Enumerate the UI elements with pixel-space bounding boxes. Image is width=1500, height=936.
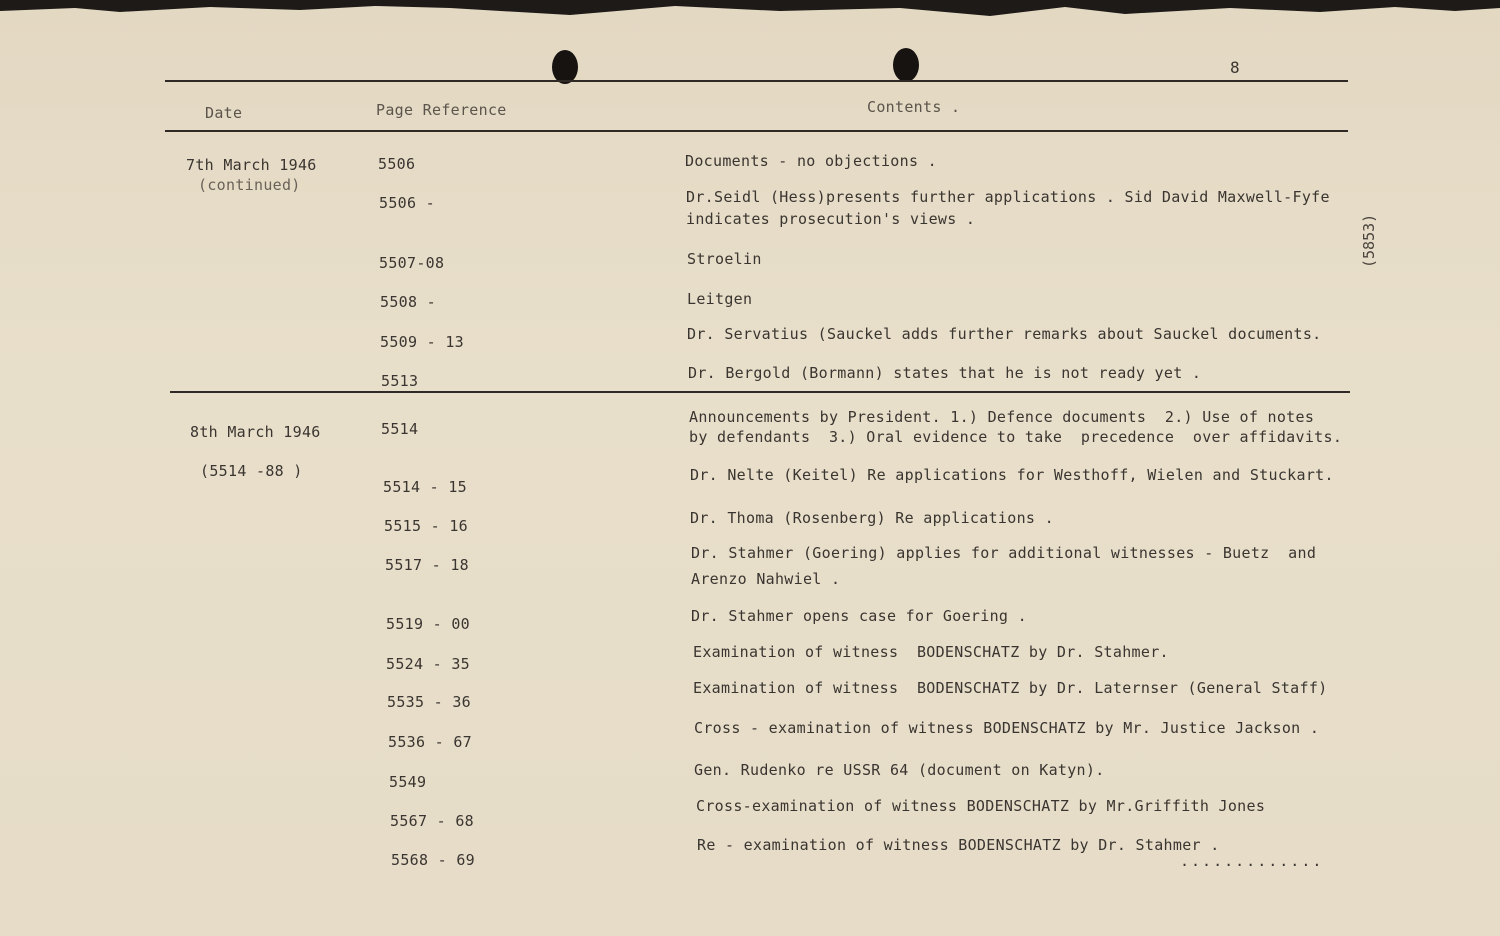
section2-range: (5514 -88 ) [200, 462, 303, 480]
section1-date-note: (continued) [198, 176, 301, 194]
ref-row-7: 5514 [381, 420, 419, 438]
ref-row-3: 5507-08 [379, 254, 445, 272]
content-row-3: Stroelin [687, 250, 762, 268]
section2-date: 8th March 1946 [190, 423, 321, 441]
ref-row-15: 5549 [389, 773, 427, 791]
ref-row-11: 5519 - 00 [386, 615, 470, 633]
column-header-contents: Contents . [867, 98, 961, 116]
content-row-10: Dr. Stahmer (Goering) applies for additional witnesses - Buetz and [691, 544, 1317, 562]
ref-row-2: 5506 - [379, 194, 435, 212]
content-row-2: Dr.Seidl (Hess)presents further applications . Sid David Maxwell-Fyfe [686, 188, 1330, 206]
content-row-12: Examination of witness BODENSCHATZ by Dr. Stahmer. [693, 643, 1169, 661]
torn-top-edge [0, 0, 1500, 20]
content-row-11: Dr. Stahmer opens case for Goering . [691, 607, 1027, 625]
ref-row-16: 5567 - 68 [390, 812, 474, 830]
ref-row-10: 5517 - 18 [385, 556, 469, 574]
ref-row-12: 5524 - 35 [386, 655, 470, 673]
ref-row-4: 5508 - [380, 293, 436, 311]
end-dots: ............. [1180, 852, 1324, 870]
content-row-4: Leitgen [687, 290, 753, 308]
section-divider-rule [170, 391, 1350, 393]
content-row-17: Re - examination of witness BODENSCHATZ by Dr. Stahmer . [697, 836, 1220, 854]
content-row-7: Announcements by President. 1.) Defence documents 2.) Use of notes [689, 408, 1315, 426]
content-row-2-line2: indicates prosecution's views . [686, 210, 976, 228]
content-row-9: Dr. Thoma (Rosenberg) Re applications . [690, 509, 1054, 527]
content-row-1: Documents - no objections . [685, 152, 937, 170]
content-row-14: Cross - examination of witness BODENSCHATZ by Mr. Justice Jackson . [694, 719, 1320, 737]
column-header-page-reference: Page Reference [376, 101, 507, 119]
content-row-15: Gen. Rudenko re USSR 64 (document on Katyn). [694, 761, 1105, 779]
content-row-10-line2: Arenzo Nahwiel . [691, 570, 841, 588]
content-row-7-line2: by defendants 3.) Oral evidence to take precedence over affidavits. [689, 428, 1343, 446]
ref-row-8: 5514 - 15 [383, 478, 467, 496]
content-row-13: Examination of witness BODENSCHATZ by Dr. Laternser (General Staff) [693, 679, 1328, 697]
content-row-6: Dr. Bergold (Bormann) states that he is not ready yet . [688, 364, 1202, 382]
side-stamp: (5853) [1360, 213, 1378, 268]
punch-hole-right [893, 48, 919, 82]
header-rule [165, 130, 1348, 132]
top-rule [165, 80, 1348, 82]
ref-row-13: 5535 - 36 [387, 693, 471, 711]
ref-row-14: 5536 - 67 [388, 733, 472, 751]
ref-row-1: 5506 [378, 155, 416, 173]
content-row-16: Cross-examination of witness BODENSCHATZ by Mr.Griffith Jones [696, 797, 1266, 815]
content-row-5: Dr. Servatius (Sauckel adds further remarks about Sauckel documents. [687, 325, 1322, 343]
page-number: 8 [1230, 58, 1240, 77]
content-row-8: Dr. Nelte (Keitel) Re applications for Westhoff, Wielen and Stuckart. [690, 466, 1334, 484]
column-header-date: Date [205, 104, 243, 122]
ref-row-6: 5513 [381, 372, 419, 390]
ref-row-17: 5568 - 69 [391, 851, 475, 869]
punch-hole-left [552, 50, 578, 84]
ref-row-9: 5515 - 16 [384, 517, 468, 535]
section1-date: 7th March 1946 [186, 156, 317, 174]
ref-row-5: 5509 - 13 [380, 333, 464, 351]
